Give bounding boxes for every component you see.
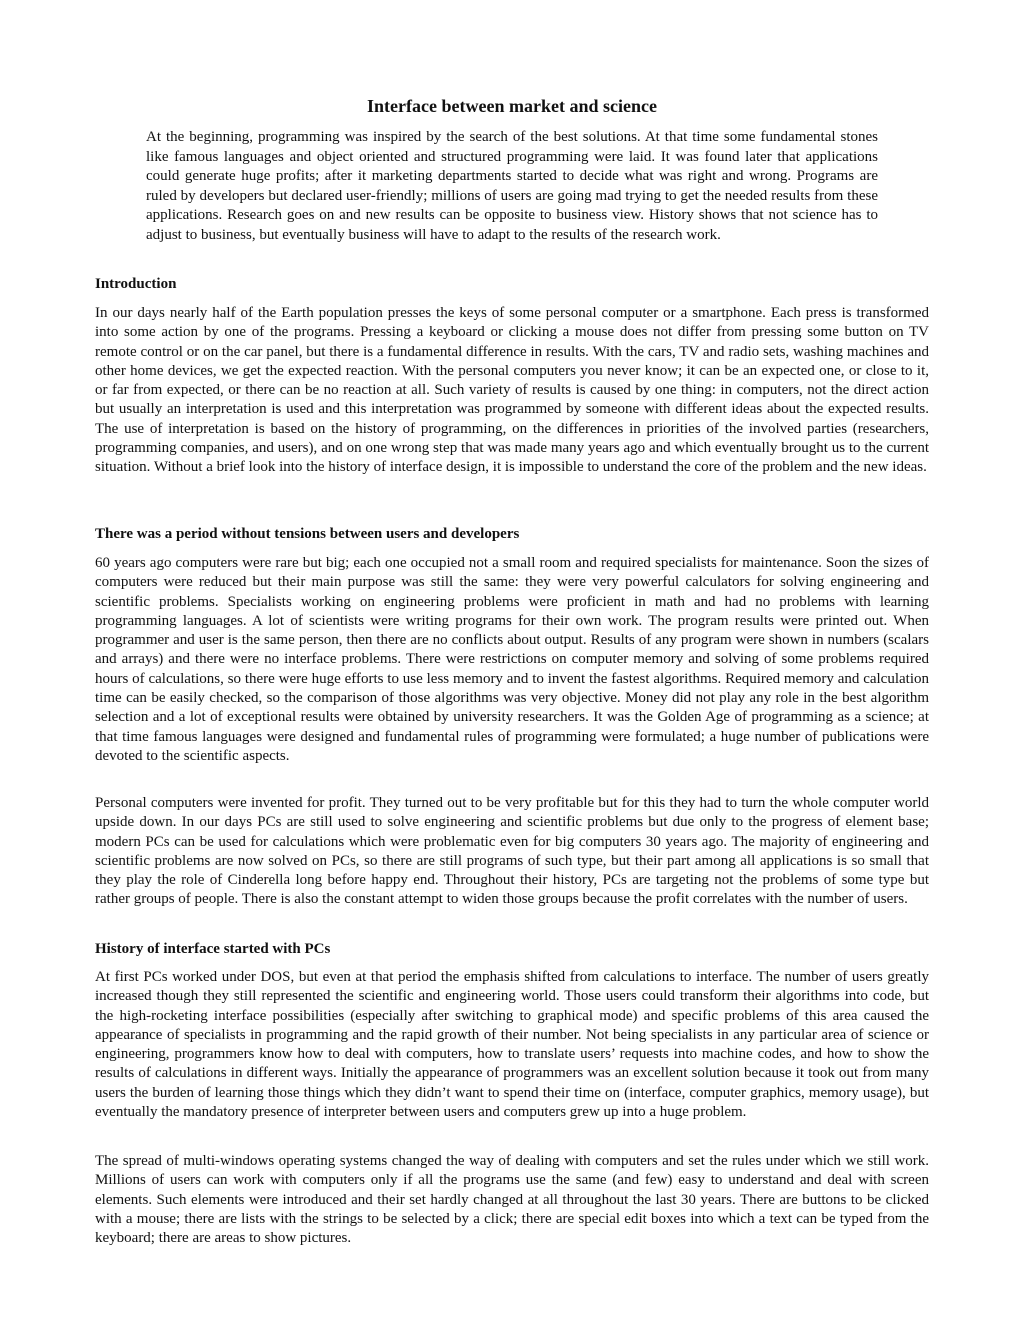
paragraph-period-2: Personal computers were invented for profit. They turned out to be very profitable but for this they had to turn the whole computer world upside down. In our days PCs are still used to solve engineering and scientific problems but due only to the progress of element base; modern PCs can be used for calculations which were problematic even for big computers 30 years ago. The majority of engineering and scientific problems are now solved on PCs, so there are still programs of such type, but their part among all applications is so small that they play the role of Cinderella long before happy end. Throughout their history, PCs are targeting not the problems of some type but rather groups of people. There is also the constant attempt to widen those groups because the profit correlates with the number of users. <box>95 795 929 908</box>
section-heading-history-of-interface: History of interface started with PCs <box>95 941 331 957</box>
section-heading-period-without-tensions: There was a period without tensions between users and developers <box>95 526 520 542</box>
abstract: At the beginning, programming was inspired by the search of the best solutions. At that time some fundamental stones like famous languages and object oriented and structured programming were laid. It was found later that applications could generate huge profits; after it marketing departments started to decide what was right and wrong. Programs are ruled by developers but declared user-friendly; millions of users are going mad trying to get the needed results from these applications. Research goes on and new results can be opposite to business view. History shows that not science has to adjust to business, but eventually business will have to adapt to the results of the research work. <box>146 129 878 243</box>
paragraph-history-1: At first PCs worked under DOS, but even at that period the emphasis shifted from calculations to interface. The number of users greatly increased though they still represented the scientific and engineering world. Those users could transform their algorithms into code, but the high-rocketing interface possibilities (especially after switching to graphical mode) and specific problems of this area caused the appearance of specialists in programming and the rapid growth of their number. Not being specialists in any particular area of science or engineering, programmers know how to deal with computers, how to translate users’ requests into machine codes, and how to show the results of calculations in different ways. Initially the appearance of programmers was an excellent solution because it took out from many users the burden of learning those things which they didn’t want to spend their time on (interface, computer graphics, memory usage), but eventually the mandatory presence of interpreter between users and computers grew up into a huge problem. <box>95 969 929 1121</box>
paragraph-history-2: The spread of multi-windows operating systems changed the way of dealing with computers and set the rules under which we still work. Millions of users can work with computers only if all the programs use the same (and few) easy to understand and deal with screen elements. Such elements were introduced and their set hardly changed at all throughout the last 30 years. There are buttons to be clicked with a mouse; there are lists with the strings to be selected by a click; there are special edit boxes into which a text can be typed from the keyboard; there are areas to show pictures. <box>95 1153 929 1247</box>
paragraph-introduction: In our days nearly half of the Earth population presses the keys of some personal computer or a smartphone. Each press is transformed into some action by one of the programs. Pressing a keyboard or clicking a mouse does not differ from pressing some button on TV remote control or on the car panel, but there is a fundamental difference in results. With the cars, TV and radio sets, washing machines and other home devices, we get the expected reaction. With the personal computers you never know; it can be an expected one, or close to it, or far from expected, or there can be no reaction at all. Such variety of results is caused by one thing: in computers, not the direct action but usually an interpretation is used and this interpretation was programmed by someone with different ideas about the expected results. The use of interpretation is based on the history of programming, on the differences in priorities of the involved parties (researchers, programming companies, and users), and on one wrong step that was made many years ago and which eventually brought us to the current situation. Without a brief look into the history of interface design, it is impossible to understand the core of the problem and the new ideas. <box>95 305 929 476</box>
paper-title: Interface between market and science <box>367 96 657 116</box>
section-heading-introduction: Introduction <box>95 276 177 292</box>
paragraph-period-1: 60 years ago computers were rare but big; each one occupied not a small room and required specialists for maintenance. Soon the sizes of computers were reduced but their main purpose was still the same: they were very powerful calculators for solving engineering and scientific problems. Specialists working on engineering problems were proficient in math and had no problems with learning programming languages. A lot of scientists were writing programs for their own work. The program results were printed out. When programmer and user is the same person, then there are no conflicts about output. Results of any program were shown in numbers (scalars and arrays) and there were no interface problems. There were restrictions on computer memory and solving of some problems required hours of calculations, so there were huge efforts to use less memory and to invent the fastest algorithms. Required memory and calculation time can be easily checked, so the comparison of those algorithms was very objective. Money did not play any role in the best algorithm selection and a lot of exceptional results were obtained by university researchers. It was the Golden Age of programming as a science; at that time famous languages were designed and fundamental rules of programming were formulated; a huge number of publications were devoted to the scientific aspects. <box>95 555 929 764</box>
